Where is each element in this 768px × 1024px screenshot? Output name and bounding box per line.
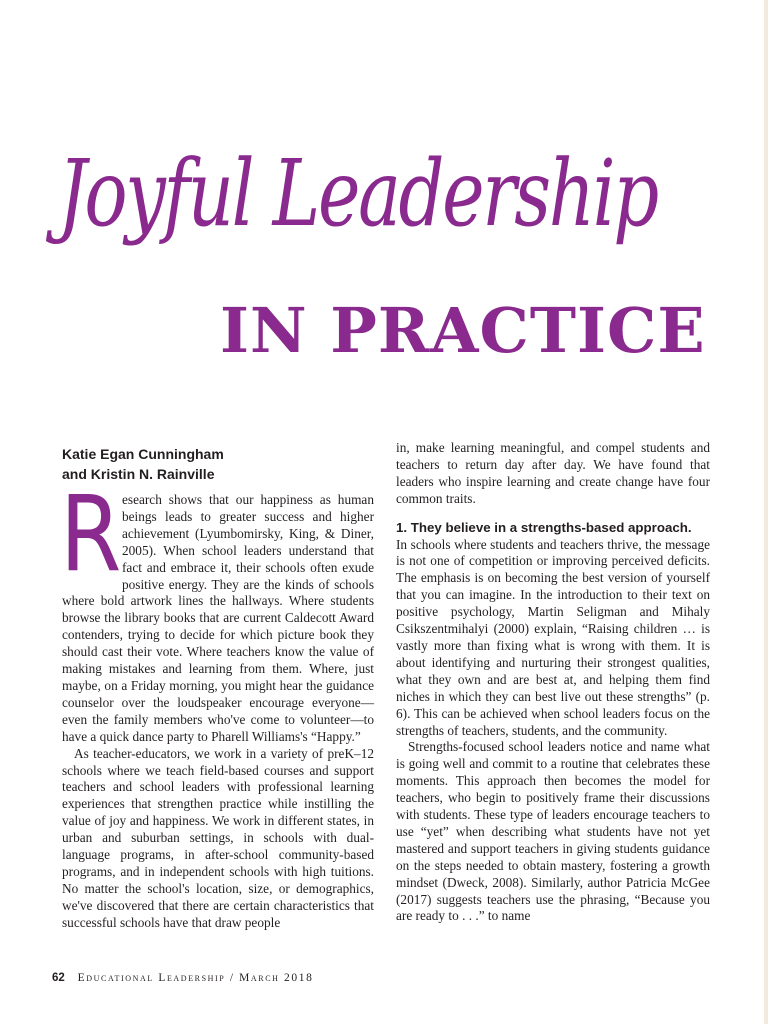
paragraph-text: esearch shows that our happiness as human beings leads to greater success and higher achievement (Lyumbomirsky, King, & Diner, 2005). When school leaders understand that fact and embrace it, their schools often exude positive energy. They are the kinds of schools where bold artwork lines the hallways. Where students browse the library books that are current Caldecott Award contenders, trying to decide for which picture book they should cast their vote. Where teachers know the value of making mistakes and learning from them. Where, just maybe, on a Friday morning, you might hear the guidance counselor over the loudspeaker encourage everyone—even the family members who've come to volunteer—to have a quick dance party to Pharell Williams's “Happy.” — [62, 492, 374, 744]
body-paragraph: in, make learning meaningful, and compel students and teachers to return day after day. We have found that leaders who inspire learning and create change have four common traits. — [396, 440, 710, 506]
page-footer — [52, 972, 313, 984]
page-number: 62 — [52, 972, 65, 984]
section-heading: 1. They believe in a strengths-based approach. — [396, 519, 692, 535]
page-edge — [764, 0, 768, 1024]
drop-cap: R — [60, 473, 122, 595]
body-paragraph: As teacher-educators, we work in a variety of preK–12 schools where we teach field-based courses and support teachers and school leaders with professional learning experiences that strengthen practice while instilling the value of joy and happiness. We work in different states, in urban and suburban settings, in schools with dual-language programs, in after-school community-based programs, and in independent schools with high tuitions. No matter the school's location, size, or demographics, we've discovered that there are certain characteristics that successful schools have that draw people — [62, 745, 374, 930]
title-caps: IN PRACTICE — [220, 294, 706, 367]
author-line-1: Katie Egan Cunningham — [62, 446, 224, 462]
body-paragraph: In schools where students and teachers thrive, the message is not one of competition or improving perceived deficits. The emphasis is on becoming the best version of yourself that you can imagine. In the introduction to their text on positive psychology, Martin Seligman and Mihaly Csikszentmihalyi (2000) explain, “Raising children … is vastly more than fixing what is wrong with them. It is about identifying and nurturing their strongest qualities, what they own and are best at, and helping them find niches in which they can best live out these strengths” (p. 6). This can be achieved when school leaders focus on the strengths of teachers, students, and the community. — [396, 536, 710, 738]
body-paragraph: Strengths-focused school leaders notice and name what is going well and commit to a routine that celebrates these moments. This approach then becomes the model for teachers, who begin to positively frame their discussions with students. These type of leaders encourage teachers to use “yet” when describing what students have not yet mastered and support teachers in giving students guidance on the steps needed to obtain mastery, fostering a growth mindset (Dweck, 2008). Similarly, author Patricia McGee (2017) suggests teachers use the phrasing, “Because you are ready to . . .” to name — [396, 739, 710, 924]
title-script: Joyful Leadership — [58, 140, 657, 247]
journal-issue: Educational Leadership / March 2018 — [77, 972, 314, 984]
right-column — [396, 440, 710, 925]
author-line-2: and Kristin N. Rainville — [62, 466, 215, 482]
